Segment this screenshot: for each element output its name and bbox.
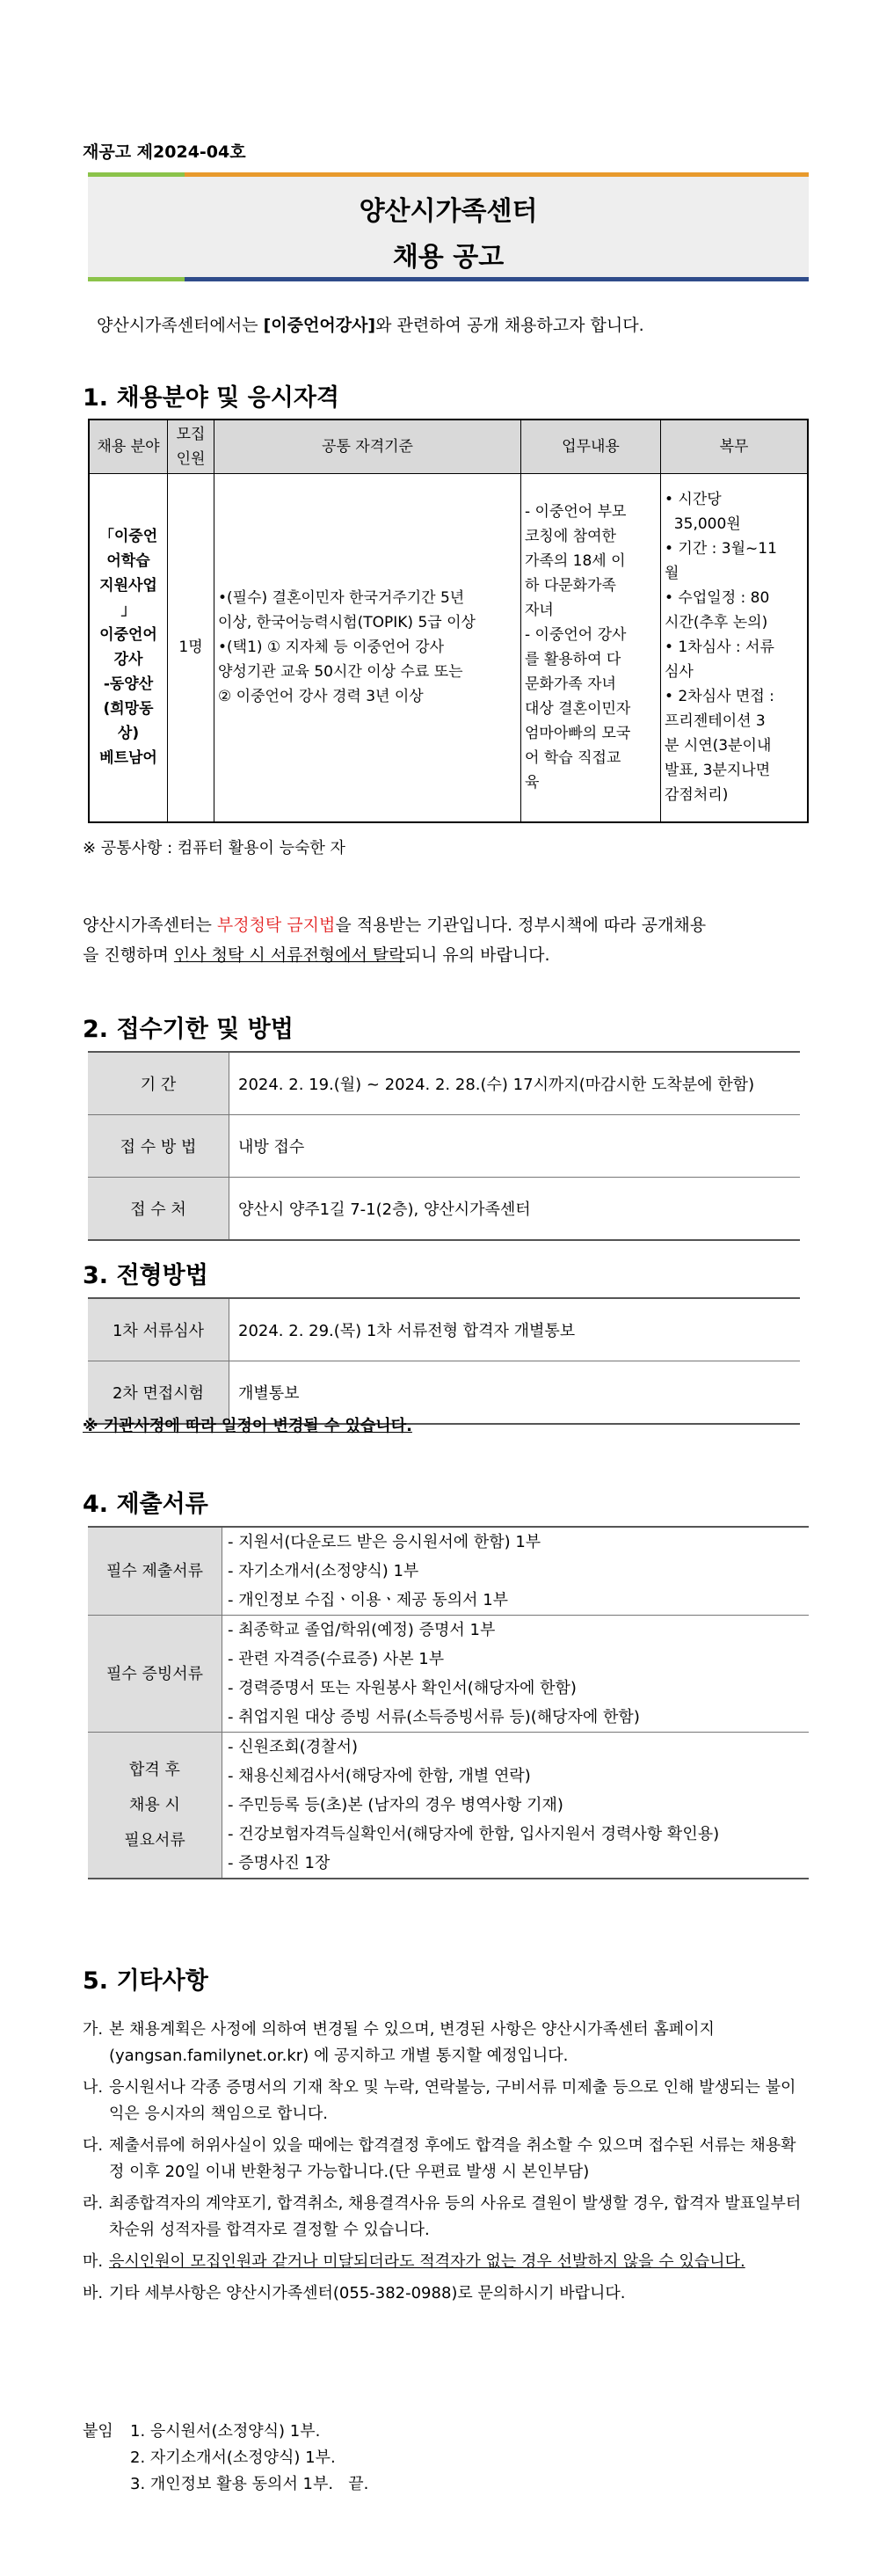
title-bottom-bar (88, 277, 809, 281)
count-cell: 1명 (168, 474, 214, 822)
list-item (83, 2133, 803, 2186)
col-header-field: 채용 분야 (89, 420, 168, 474)
section-2-heading: 2. 접수기한 및 방법 (83, 1016, 294, 1043)
application-table (88, 1051, 800, 1241)
duty-line: 가족의 18세 이 (525, 552, 626, 571)
graft-warning: 인사 청탁 시 서류전형에서 탈락 (173, 945, 405, 965)
table-row: 2차 면접시험 개별통보 (88, 1361, 800, 1425)
section-3-heading: 3. 전형방법 (83, 1262, 208, 1289)
qualification-line: •(필수) 결혼이민자 한국거주기간 5년 (218, 589, 465, 608)
duty-line: 하 다문화가족 (525, 577, 616, 595)
col-header-count: 모집 인원 (168, 420, 214, 474)
documents-table (88, 1526, 809, 1879)
document-item: - 자기소개서(소정양식) 1부 (228, 1562, 419, 1580)
table-row: 필수 제출서류 - 지원서(다운로드 받은 응시원서에 한함) 1부 - 자기소개서(소정양식) 1부 - 개인정보 수집ㆍ이용ㆍ제공 동의서 1부 (88, 1527, 809, 1616)
list-marker: 나. (83, 2078, 104, 2097)
duty-line: - 이중언어 강사 (525, 626, 627, 645)
service-line: • 2차심사 면접 : (665, 688, 774, 706)
duty-line: 육 (525, 774, 540, 792)
service-line: • 기간 : 3월~11 (665, 540, 777, 558)
col-header-qualification: 공통 자격기준 (214, 420, 521, 474)
schedule-change-warning: ※ 기관사정에 따라 일정이 변경될 수 있습니다. (83, 1417, 412, 1435)
table-row: 1차 서류심사 2024. 2. 29.(목) 1차 서류전형 합격자 개별통보 (88, 1298, 800, 1361)
document-item: - 건강보험자격득실확인서(해당자에 한함, 입사지원서 경력사항 확인용) (228, 1825, 720, 1843)
document-item: - 개인정보 수집ㆍ이용ㆍ제공 동의서 1부 (228, 1591, 509, 1609)
list-item (83, 2017, 803, 2069)
duty-line: 문화가족 자녀 (525, 675, 616, 694)
service-cell (661, 474, 809, 822)
field-line: 「이중언 (98, 528, 158, 546)
list-text: 최종합격자의 계약포기, 합격취소, 채용결격사유 등의 사유로 결원이 발생할 경우, 합격자 발표일부터 차순위 성적자를 합격자로 결정할 수 있습니다. (109, 2194, 802, 2239)
table-row: 접 수 방 법 내방 접수 (88, 1115, 800, 1178)
service-line: 분 시연(3분이내 (665, 737, 772, 755)
section-1-heading: 1. 채용분야 및 응시자격 (83, 384, 339, 412)
table-row: 합격 후 채용 시 필요서류 - 신원조회(경찰서) - 채용신체검사서(해당자에 한함, 개별 연락) - 주민등록 등(초)본 (남자의 경우 병역사항 기재) - 건강보험자격득실확인서(해당자에 한함, 입사지원서 경력사항 확인용) - 증명사진 1장 (88, 1733, 809, 1879)
qualification-line: •(택1) ① 지자체 등 이중언어 강사 (218, 639, 445, 657)
field-line: 」 (120, 602, 136, 620)
duty-line: 대상 결혼이민자 (525, 700, 631, 719)
field-line: 어학습 (106, 552, 150, 571)
selection-table (88, 1297, 800, 1425)
col-header-service: 복무 (661, 420, 809, 474)
service-line: 35,000원 (665, 515, 741, 534)
list-text: 응시원서나 각종 증명서의 기재 착오 및 누락, 연락불능, 구비서류 미제출 등으로 인해 발생되는 불이익은 응시자의 책임으로 합니다. (109, 2078, 796, 2123)
list-item (83, 2075, 803, 2127)
list-item (83, 2249, 803, 2275)
notice-number: 재공고 제2024-04호 (83, 142, 246, 162)
field-line: 이중언어 (99, 626, 157, 645)
qualification-line: 이상, 한국어능력시험(TOPIK) 5급 이상 (218, 614, 476, 632)
field-line: 상) (117, 725, 140, 743)
field-line: 강사 (113, 651, 143, 669)
section-5-heading: 5. 기타사항 (83, 1967, 208, 1995)
duty-line: 를 활용하여 다 (525, 651, 621, 669)
service-line: • 1차심사 : 서류 (665, 639, 774, 657)
service-line: • 시간당 (665, 491, 722, 509)
attachments-label: 붙임 (83, 2422, 113, 2441)
document-item: - 경력증명서 또는 자원봉사 확인서(해당자에 한함) (228, 1679, 577, 1697)
service-line: 월 (665, 565, 679, 583)
document-item: - 최종학교 졸업/학위(예정) 증명서 1부 (228, 1621, 496, 1639)
page-subtitle: 채용 공고 (392, 242, 505, 273)
list-marker: 가. (83, 2020, 104, 2039)
document-item: - 지원서(다운로드 받은 응시원서에 한함) 1부 (228, 1533, 541, 1551)
anti-graft-notice: 양산시가족센터는 부정청탁 금지법을 적용받는 기관입니다. 정부시책에 따라 공개채용 을 진행하며 인사 청탁 시 서류전형에서 탈락되니 유의 바랍니다. (83, 916, 707, 965)
list-text: 응시인원이 모집인원과 같거나 미달되더라도 적격자가 없는 경우 선발하지 않을 수 있습니다. (109, 2252, 745, 2271)
recruitment-table (88, 419, 809, 823)
document-item: - 주민등록 등(초)본 (남자의 경우 병역사항 기재) (228, 1796, 563, 1814)
qualification-line: 양성기관 교육 50시간 이상 수료 또는 (218, 663, 463, 682)
document-item: - 취업지원 대상 증빙 서류(소득증빙서류 등)(해당자에 한함) (228, 1708, 640, 1726)
qualification-line: ② 이중언어 강사 경력 3년 이상 (218, 688, 424, 706)
field-cell (89, 474, 168, 822)
list-text: 본 채용계획은 사정에 의하여 변경될 수 있으며, 변경된 사항은 양산시가족센터 홈페이지 (yangsan.familynet.or.kr) 에 공지하고 개별 통지할 예정입니다. (109, 2020, 715, 2065)
document-item: - 채용신체검사서(해당자에 한함, 개별 연락) (228, 1767, 531, 1785)
common-requirement-note: ※ 공통사항 : 컴퓨터 활용이 능숙한 자 (83, 839, 345, 857)
table-row: 접 수 처 양산시 양주1길 7-1(2층), 양산시가족센터 (88, 1178, 800, 1241)
list-marker: 마. (83, 2252, 104, 2271)
intro-text: 양산시가족센터에서는 [이중언어강사]와 관련하여 공개 채용하고자 합니다. (97, 316, 644, 335)
duty-line: 엄마아빠의 모국 (525, 725, 631, 743)
field-line: 베트남어 (99, 749, 157, 768)
table-row: 필수 증빙서류 - 최종학교 졸업/학위(예정) 증명서 1부 - 관련 자격증(수료증) 사본 1부 - 경력증명서 또는 자원봉사 확인서(해당자에 한함) - 취업지원 대상 증빙 서류(소득증빙서류 등)(해당자에 한함) (88, 1616, 809, 1733)
misc-list (83, 2017, 803, 2312)
service-line: 발표, 3분지나면 (665, 762, 771, 780)
service-line: 심사 (665, 663, 694, 682)
list-item (83, 2191, 803, 2244)
duties-cell (521, 474, 661, 822)
list-marker: 바. (83, 2284, 104, 2302)
service-line: 프리젠테이션 3 (665, 712, 766, 731)
service-line: • 수업일정 : 80 (665, 589, 770, 608)
list-text: 기타 세부사항은 양산시가족센터(055-382-0988)로 문의하시기 바랍니다. (109, 2284, 626, 2302)
document-item: - 신원조회(경찰서) (228, 1738, 358, 1756)
intro-job-title: [이중언어강사] (263, 316, 376, 335)
service-line: 감점처리) (665, 786, 729, 805)
list-item (83, 2280, 803, 2307)
page-title: 양산시가족센터 (359, 196, 538, 227)
document-item: - 증명사진 1장 (228, 1854, 331, 1872)
duty-line: 어 학습 직접교 (525, 749, 621, 768)
qualification-cell (214, 474, 521, 822)
attachments (83, 2419, 368, 2498)
duty-line: 코칭에 참여한 (525, 528, 616, 546)
title-banner (88, 172, 809, 281)
duty-line: 자녀 (525, 602, 554, 620)
section-4-heading: 4. 제출서류 (83, 1491, 208, 1518)
list-marker: 라. (83, 2194, 104, 2213)
attachment-item: 1. 응시원서(소정양식) 1부. (130, 2422, 321, 2441)
duty-line: - 이중언어 부모 (525, 503, 627, 522)
list-text: 제출서류에 허위사실이 있을 때에는 합격결정 후에도 합격을 취소할 수 있으며 접수된 서류는 채용확정 이후 20일 이내 반환청구 가능합니다.(단 우편료 발생 시 본인부담) (109, 2136, 796, 2181)
table-row: 기 간 2024. 2. 19.(월) ~ 2024. 2. 28.(수) 17시까지(마감시한 도착분에 한함) (88, 1052, 800, 1115)
field-line: 지원사업 (99, 577, 157, 595)
anti-graft-law: 부정청탁 금지법 (216, 916, 336, 935)
col-header-duties: 업무내용 (521, 420, 661, 474)
list-marker: 다. (83, 2136, 104, 2155)
field-line: -동양산 (103, 675, 154, 694)
attachment-item: 3. 개인정보 활용 동의서 1부. 끝. (130, 2475, 369, 2493)
document-item: - 관련 자격증(수료증) 사본 1부 (228, 1650, 445, 1668)
field-line: (희망동 (103, 700, 154, 719)
attachment-item: 2. 자기소개서(소정양식) 1부. (130, 2448, 336, 2467)
service-line: 시간(추후 논의) (665, 614, 768, 632)
